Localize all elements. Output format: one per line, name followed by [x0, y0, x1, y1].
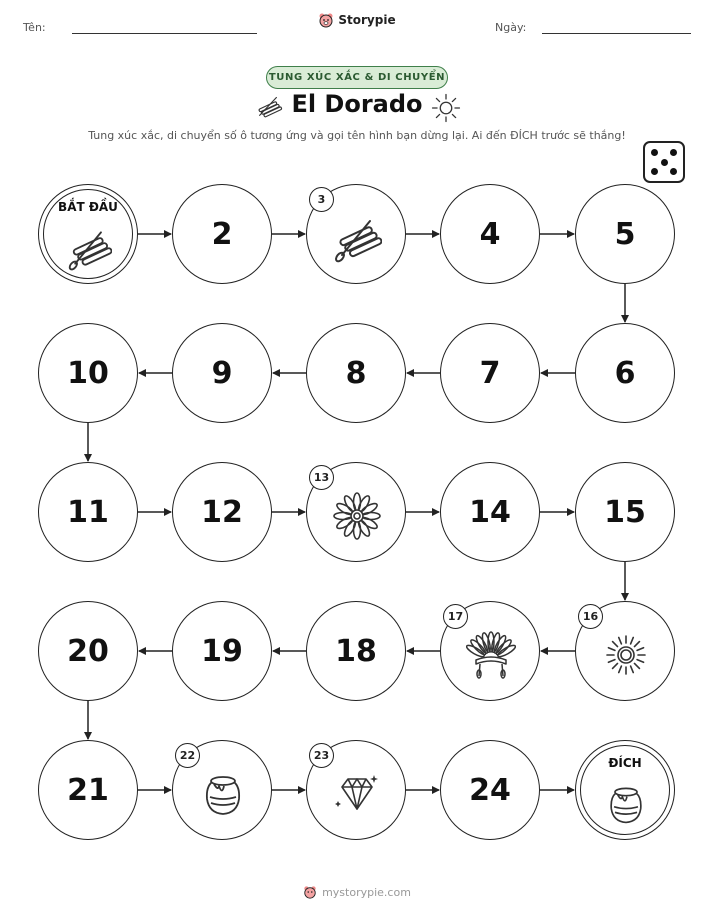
board-cell-20[interactable]: [38, 601, 138, 701]
board-cell-10[interactable]: [38, 323, 138, 423]
cell-number-badge: 13: [309, 465, 334, 490]
instructions-text: Tung xúc xắc, di chuyển số ô tương ứng và gọi tên hình bạn dừng lại. Ai đến ĐÍCH trước sẽ thắng!: [88, 129, 626, 142]
finish-label: ĐÍCH: [608, 756, 642, 770]
cell-number: 2: [211, 216, 233, 252]
headdress-icon: [466, 630, 516, 680]
cell-number: 20: [67, 633, 109, 669]
board-cell-16[interactable]: [575, 601, 675, 701]
name-label: Tên:: [23, 21, 46, 34]
board-cell-8[interactable]: [306, 323, 406, 423]
cell-number-badge: 3: [309, 187, 334, 212]
footer: [0, 885, 714, 899]
date-label: Ngày:: [495, 21, 527, 34]
board-cell-24[interactable]: [440, 740, 540, 840]
cell-number-badge: 17: [443, 604, 468, 629]
cell-number: 14: [469, 494, 511, 530]
cell-number: 6: [614, 355, 636, 391]
cell-number-badge: 16: [578, 604, 603, 629]
board-cell-17[interactable]: [440, 601, 540, 701]
brand-name: Storypie: [338, 13, 396, 27]
board-cell-21[interactable]: [38, 740, 138, 840]
raft-icon: [332, 213, 382, 263]
cell-number: 4: [479, 216, 501, 252]
cell-number: 24: [469, 772, 511, 808]
board-cell-13[interactable]: [306, 462, 406, 562]
board-cell-15[interactable]: [575, 462, 675, 562]
flower-icon: [332, 491, 382, 541]
board-cell-7[interactable]: [440, 323, 540, 423]
board-cell-6[interactable]: [575, 323, 675, 423]
cell-number-badge: 22: [175, 743, 200, 768]
cell-number: 18: [335, 633, 377, 669]
cell-number: 9: [211, 355, 233, 391]
cell-number: 19: [201, 633, 243, 669]
cell-number: 21: [67, 772, 109, 808]
board-cell-23[interactable]: [306, 740, 406, 840]
page-title: El Dorado: [291, 90, 423, 118]
cell-number: 7: [479, 355, 501, 391]
board-cell-3[interactable]: [306, 184, 406, 284]
board-cell-4[interactable]: [440, 184, 540, 284]
sun-icon: [601, 630, 651, 680]
pot-icon: [603, 781, 649, 827]
bear-mascot-icon: [303, 885, 317, 899]
activity-badge: TUNG XÚC XẮC & DI CHUYỂN: [266, 66, 448, 89]
cell-number: 10: [67, 355, 109, 391]
board-cell-18[interactable]: [306, 601, 406, 701]
cell-number: 15: [604, 494, 646, 530]
start-label: BẮT ĐẦU: [58, 200, 118, 214]
board-cell-22[interactable]: [172, 740, 272, 840]
board-cell-12[interactable]: [172, 462, 272, 562]
start-cell[interactable]: [38, 184, 138, 284]
cell-number-badge: 23: [309, 743, 334, 768]
pot-icon: [198, 769, 248, 819]
raft-icon: [66, 225, 112, 271]
board-cell-2[interactable]: [172, 184, 272, 284]
footer-url[interactable]: mystorypie.com: [322, 885, 411, 899]
board-cell-14[interactable]: [440, 462, 540, 562]
board-cell-11[interactable]: [38, 462, 138, 562]
cell-number: 8: [345, 355, 367, 391]
finish-cell[interactable]: [575, 740, 675, 840]
cell-number: 12: [201, 494, 243, 530]
board-cell-5[interactable]: [575, 184, 675, 284]
board-cell-9[interactable]: [172, 323, 272, 423]
cell-number: 5: [614, 216, 636, 252]
board-cell-19[interactable]: [172, 601, 272, 701]
diamond-icon: [332, 769, 382, 819]
cell-number: 11: [67, 494, 109, 530]
